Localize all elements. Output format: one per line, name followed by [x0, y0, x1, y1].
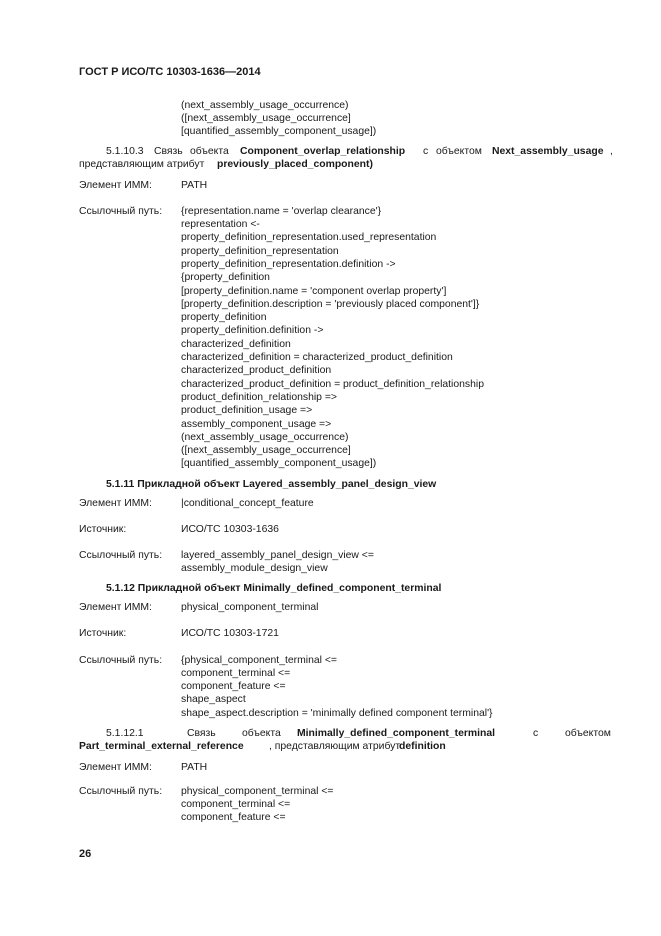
element-value: physical_component_terminal: [181, 602, 319, 613]
path-line: property_definition_representation.used_representation: [181, 232, 437, 243]
clause-word: объекта: [190, 146, 229, 157]
path-line: layered_assembly_panel_design_view <=: [181, 550, 374, 561]
path-line: ([next_assembly_usage_occurrence]: [181, 113, 351, 124]
entity-name: Component_overlap_relationship: [240, 146, 406, 157]
ref-path-label: Ссылочный путь:: [79, 550, 163, 561]
path-line: property_definition.definition ->: [181, 325, 324, 336]
section-heading: 5.1.12 Прикладной объект Minimally_defined_component_terminal: [106, 583, 442, 594]
clause-number: 5.1.10.3: [106, 146, 144, 157]
element-label: Элемент ИММ:: [79, 602, 152, 613]
path-line: component_terminal <=: [181, 668, 291, 679]
ref-path-label: Ссылочный путь:: [79, 206, 163, 217]
path-line: assembly_component_usage =>: [181, 419, 332, 430]
path-line: characterized_product_definition = product_definition_relationship: [181, 379, 484, 390]
section-heading: 5.1.11 Прикладной объект Layered_assembly_panel_design_view: [106, 479, 437, 490]
clause-text: представляющим атрибут: [79, 159, 205, 170]
entity-name: Part_terminal_external_reference: [79, 741, 244, 752]
path-line: characterized_definition: [181, 339, 291, 350]
path-line: property_definition: [181, 312, 267, 323]
path-line: product_definition_usage =>: [181, 405, 313, 416]
path-line: [property_definition.name = 'component overlap property']: [181, 286, 447, 297]
clause-text: , представляющим атрибут: [269, 741, 401, 752]
path-line: ([next_assembly_usage_occurrence]: [181, 445, 351, 456]
path-line: representation <-: [181, 219, 260, 230]
path-line: (next_assembly_usage_occurrence): [181, 432, 349, 443]
entity-name: Next_assembly_usage: [492, 146, 604, 157]
element-value: |conditional_concept_feature: [181, 498, 314, 509]
path-line: property_definition_representation: [181, 246, 339, 257]
document-header: ГОСТ Р ИСО/ТС 10303-1636—2014: [79, 66, 261, 78]
path-line: product_definition_relationship =>: [181, 392, 337, 403]
path-line: [quantified_assembly_component_usage]): [181, 126, 377, 137]
source-label: Источник:: [79, 524, 127, 535]
path-line: [property_definition.description = 'previously placed component']}: [181, 299, 480, 310]
path-line: assembly_module_design_view: [181, 563, 328, 574]
path-line: {representation.name = 'overlap clearance'}: [181, 206, 382, 217]
path-line: shape_aspect.description = 'minimally defined component terminal'}: [181, 708, 493, 719]
clause-word: объектом: [436, 146, 482, 157]
source-value: ИСО/ТС 10303-1636: [181, 524, 279, 535]
path-line: component_feature <=: [181, 812, 286, 823]
source-label: Источник:: [79, 628, 127, 639]
path-line: [quantified_assembly_component_usage]): [181, 458, 377, 469]
attribute-name: previously_placed_component): [217, 159, 373, 170]
clause-number: 5.1.12.1: [106, 728, 144, 739]
element-label: Элемент ИММ:: [79, 498, 152, 509]
page-number: 26: [79, 848, 92, 860]
path-line: component_terminal <=: [181, 799, 291, 810]
clause-word: с: [423, 146, 429, 157]
path-line: {physical_component_terminal <=: [181, 655, 337, 666]
path-line: component_feature <=: [181, 681, 286, 692]
entity-name: Minimally_defined_component_terminal: [297, 728, 496, 739]
clause-word: Связь: [187, 728, 216, 739]
path-line: {property_definition: [181, 272, 270, 283]
path-line: characterized_product_definition: [181, 365, 332, 376]
source-value: ИСО/ТС 10303-1721: [181, 628, 279, 639]
path-line: (next_assembly_usage_occurrence): [181, 100, 349, 111]
path-line: property_definition_representation.definition ->: [181, 259, 396, 270]
clause-punct: ,: [610, 146, 613, 157]
clause-word: с: [533, 728, 539, 739]
path-line: physical_component_terminal <=: [181, 786, 334, 797]
ref-path-label: Ссылочный путь:: [79, 786, 163, 797]
element-value: PATH: [181, 762, 208, 773]
clause-word: объектом: [565, 728, 611, 739]
element-label: Элемент ИММ:: [79, 762, 152, 773]
element-label: Элемент ИММ:: [79, 180, 152, 191]
path-line: characterized_definition = characterized_product_definition: [181, 352, 453, 363]
clause-word: Связь: [154, 146, 183, 157]
attribute-name: definition: [399, 741, 446, 752]
clause-word: объекта: [242, 728, 281, 739]
ref-path-label: Ссылочный путь:: [79, 655, 163, 666]
element-value: PATH: [181, 180, 208, 191]
path-line: shape_aspect: [181, 694, 246, 705]
